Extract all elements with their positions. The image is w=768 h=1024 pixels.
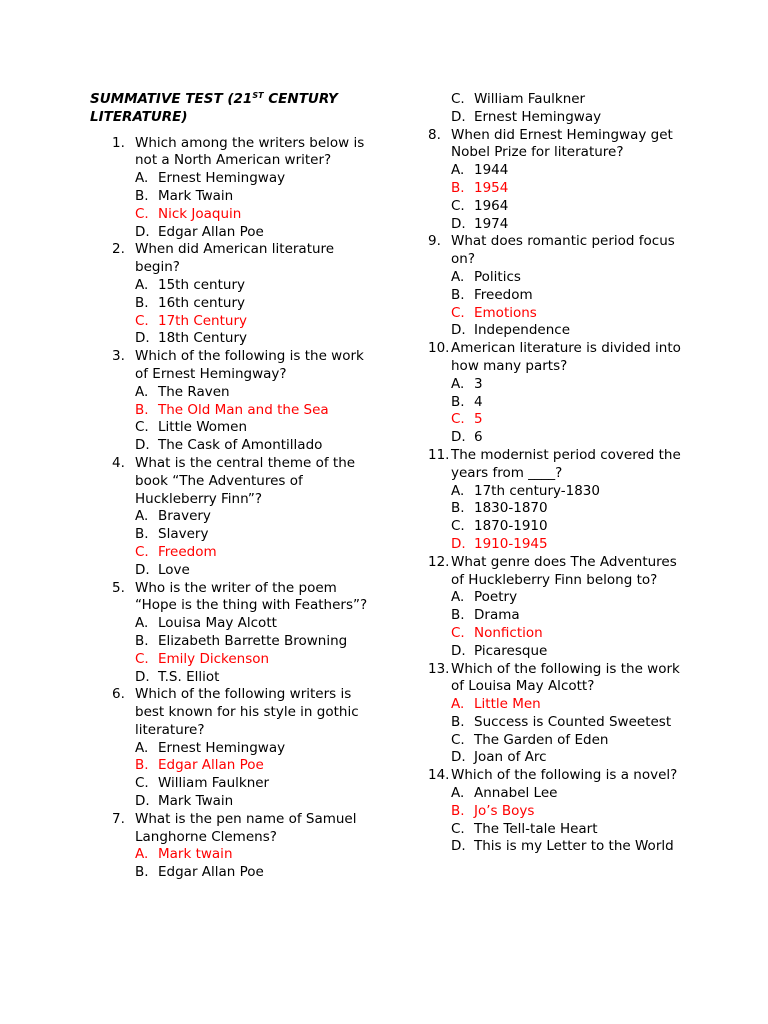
answer-option-correct: [451, 803, 686, 821]
answer-option: [135, 437, 372, 455]
option-letter: A.: [451, 162, 465, 179]
question-number: 6.: [112, 686, 125, 703]
option-letter: B.: [451, 713, 465, 730]
answer-option-correct: [135, 651, 372, 669]
answer-option: [135, 384, 372, 402]
option-text: 1954: [474, 179, 509, 196]
options-list: [90, 740, 372, 811]
option-text: Little Men: [474, 696, 541, 713]
answer-option: [451, 483, 686, 501]
option-text: 3: [474, 375, 483, 392]
answer-option: [135, 793, 372, 811]
option-letter: A.: [451, 375, 465, 392]
answer-option: [451, 589, 686, 607]
option-text: Nick Joaquin: [158, 205, 242, 222]
option-letter: C.: [451, 731, 465, 748]
question-number: 3.: [112, 348, 125, 365]
question-stem: [406, 447, 686, 483]
option-text: 16th century: [158, 294, 245, 311]
question-number: 14.: [428, 767, 450, 784]
right-column: [406, 91, 686, 856]
option-text: Freedom: [158, 543, 217, 560]
answer-option: [451, 785, 686, 803]
option-text: Edgar Allan Poe: [158, 757, 264, 774]
option-letter: C.: [135, 650, 149, 667]
question-text: When did American literature begin?: [135, 241, 335, 276]
options-list: [406, 269, 686, 340]
answer-option: [135, 775, 372, 793]
answer-option-correct: [135, 846, 372, 864]
question-number: 11.: [428, 446, 450, 463]
answer-option: [451, 749, 686, 767]
option-text: 1974: [474, 215, 509, 232]
option-letter: A.: [135, 276, 149, 293]
option-text: Edgar Allan Poe: [158, 223, 264, 240]
option-text: 1830-1870: [474, 500, 548, 517]
question-text: Which among the writers below is not a North American writer?: [135, 134, 365, 169]
option-letter: D.: [451, 429, 466, 446]
option-text: 18th Century: [158, 330, 247, 347]
option-letter: D.: [451, 642, 466, 659]
options-list: [90, 846, 372, 882]
option-letter: A.: [451, 589, 465, 606]
question-text: Which of the following writers is best known for his style in gothic literature?: [135, 686, 359, 738]
option-letter: B.: [135, 864, 149, 881]
option-letter: C.: [451, 197, 465, 214]
option-text: Emily Dickenson: [158, 650, 270, 667]
option-letter: A.: [451, 482, 465, 499]
answer-option-correct: [451, 536, 686, 554]
option-text: Edgar Allan Poe: [158, 864, 264, 881]
title-main: SUMMATIVE TEST (21: [90, 91, 253, 107]
answer-option: [135, 864, 372, 882]
option-letter: D.: [135, 437, 150, 454]
question-number: 12.: [428, 553, 450, 570]
answer-option: [451, 732, 686, 750]
answer-option: [451, 607, 686, 625]
question-item: [90, 348, 372, 455]
question-text: What is the central theme of the book “The Adventures of Huckleberry Finn”?: [135, 454, 356, 507]
option-letter: B.: [135, 757, 149, 774]
option-letter: A.: [451, 696, 465, 713]
option-text: Drama: [474, 607, 520, 624]
question-number: 4.: [112, 454, 125, 471]
option-text: Joan of Arc: [474, 749, 547, 766]
option-text: 6: [474, 429, 483, 446]
question-text: Which of the following is the work of Ernest Hemingway?: [135, 348, 364, 382]
option-letter: A.: [135, 508, 149, 525]
test-title: [90, 91, 360, 127]
answer-option-correct: [451, 411, 686, 429]
answer-option: [135, 669, 372, 687]
question-stem: [90, 241, 372, 277]
answer-option-correct: [135, 757, 372, 775]
option-text: Success is Counted Sweetest: [474, 713, 672, 730]
question-number: 2.: [112, 241, 125, 258]
option-letter: C.: [135, 205, 149, 222]
question-text: American literature is divided into how many parts?: [451, 340, 681, 374]
answer-option: [135, 508, 372, 526]
option-text: Mark Twain: [158, 187, 234, 204]
option-text: The Garden of Eden: [474, 731, 609, 748]
question-item: [406, 554, 686, 661]
options-list: [90, 277, 372, 348]
option-text: Emotions: [474, 304, 537, 321]
option-text: 1964: [474, 197, 509, 214]
question-stem: [406, 661, 686, 697]
option-text: 4: [474, 393, 483, 410]
option-letter: D.: [451, 749, 466, 766]
question-list-right: [406, 127, 686, 857]
answer-option: [451, 838, 686, 856]
option-letter: C.: [135, 312, 149, 329]
answer-option: [135, 615, 372, 633]
question-number: 8.: [428, 126, 441, 143]
option-text: Louisa May Alcott: [158, 615, 277, 632]
title-superscript: ST: [252, 91, 264, 100]
question-number: 1.: [112, 134, 125, 151]
option-letter: D.: [451, 108, 466, 125]
options-list: [406, 162, 686, 233]
options-list: [406, 696, 686, 767]
option-letter: B.: [451, 179, 465, 196]
option-letter: A.: [135, 615, 149, 632]
option-text: Ernest Hemingway: [158, 739, 286, 756]
option-text: 17th century-1830: [474, 482, 600, 499]
question-item: [90, 811, 372, 882]
question-7-continued-options: [406, 91, 686, 127]
option-letter: C.: [451, 820, 465, 837]
question-stem: [90, 455, 372, 508]
answer-option: [451, 162, 686, 180]
answer-option: [451, 714, 686, 732]
answer-option: [135, 295, 372, 313]
question-text: What does romantic period focus on?: [451, 233, 675, 268]
answer-option: [135, 526, 372, 544]
options-list: [406, 376, 686, 447]
option-text: Politics: [474, 268, 521, 285]
answer-option: [135, 419, 372, 437]
option-letter: B.: [451, 607, 465, 624]
answer-option: [451, 91, 686, 109]
option-letter: C.: [135, 775, 149, 792]
answer-option: [135, 330, 372, 348]
option-letter: D.: [451, 215, 466, 232]
options-list: [90, 384, 372, 455]
question-item: [90, 580, 372, 687]
option-letter: B.: [135, 401, 149, 418]
option-letter: C.: [135, 419, 149, 436]
option-letter: A.: [135, 846, 149, 863]
answer-option: [451, 821, 686, 839]
question-number: 9.: [428, 233, 441, 250]
question-stem: [406, 233, 686, 269]
options-list: [90, 615, 372, 686]
answer-option: [451, 376, 686, 394]
option-text: 1910-1945: [474, 535, 548, 552]
option-text: Nonfiction: [474, 624, 543, 641]
question-item: [406, 661, 686, 768]
answer-option-correct: [451, 305, 686, 323]
option-text: 1944: [474, 162, 509, 179]
answer-option: [451, 216, 686, 234]
options-list: [406, 589, 686, 660]
option-text: Independence: [474, 322, 571, 339]
option-letter: B.: [451, 286, 465, 303]
option-letter: B.: [135, 187, 149, 204]
answer-option: [135, 188, 372, 206]
option-letter: D.: [135, 561, 150, 578]
option-text: Slavery: [158, 526, 209, 543]
question-text: What genre does The Adventures of Huckleberry Finn belong to?: [451, 553, 677, 588]
question-item: [90, 241, 372, 348]
option-letter: B.: [135, 294, 149, 311]
option-letter: C.: [451, 518, 465, 535]
option-text: 1870-1910: [474, 518, 548, 535]
option-text: Poetry: [474, 589, 518, 606]
question-number: 7.: [112, 810, 125, 827]
answer-option: [135, 740, 372, 758]
answer-option: [451, 500, 686, 518]
options-list: [90, 170, 372, 241]
answer-option-correct: [135, 313, 372, 331]
option-letter: C.: [451, 624, 465, 641]
question-text: Which of the following is the work of Louisa May Alcott?: [451, 660, 680, 695]
option-letter: C.: [135, 543, 149, 560]
option-text: This is my Letter to the World: [474, 838, 674, 855]
option-text: Freedom: [474, 286, 533, 303]
question-stem: [90, 580, 372, 616]
option-text: William Faulkner: [158, 775, 270, 792]
answer-option: [451, 287, 686, 305]
question-item: [406, 127, 686, 234]
option-text: The Tell-tale Heart: [474, 820, 598, 837]
question-item: [406, 233, 686, 340]
question-stem: [406, 554, 686, 590]
question-stem: [90, 686, 372, 739]
option-letter: D.: [135, 668, 150, 685]
question-number: 13.: [428, 660, 450, 677]
option-letter: B.: [135, 632, 149, 649]
option-text: Annabel Lee: [474, 785, 558, 802]
answer-option: [451, 394, 686, 412]
option-letter: B.: [135, 526, 149, 543]
option-text: 5: [474, 411, 483, 428]
option-text: Mark Twain: [158, 793, 234, 810]
option-letter: A.: [135, 739, 149, 756]
question-stem: [406, 127, 686, 163]
question-number: 5.: [112, 579, 125, 596]
option-text: Picaresque: [474, 642, 548, 659]
question-stem: [90, 811, 372, 847]
option-letter: D.: [135, 223, 150, 240]
question-text: Who is the writer of the poem “Hope is the thing with Feathers”?: [135, 579, 368, 614]
option-text: 17th Century: [158, 312, 247, 329]
question-item: [90, 135, 372, 242]
option-text: Mark twain: [158, 846, 233, 863]
answer-option: [451, 429, 686, 447]
question-text: Which of the following is a novel?: [451, 767, 678, 784]
option-text: The Old Man and the Sea: [158, 401, 329, 418]
option-letter: A.: [451, 268, 465, 285]
option-letter: C.: [451, 304, 465, 321]
option-text: The Cask of Amontillado: [158, 437, 323, 454]
question-number: 10.: [428, 340, 450, 357]
title-rest: CENTURY LITERATURE): [90, 91, 338, 125]
option-letter: D.: [135, 330, 150, 347]
question-item: [406, 447, 686, 554]
option-text: Bravery: [158, 508, 211, 525]
option-letter: C.: [451, 91, 465, 107]
question-item: [90, 455, 372, 580]
option-text: Little Women: [158, 419, 248, 436]
answer-option: [135, 224, 372, 242]
answer-option: [135, 562, 372, 580]
option-letter: D.: [135, 793, 150, 810]
options-list: [406, 483, 686, 554]
question-item: [406, 340, 686, 447]
answer-option: [451, 518, 686, 536]
option-letter: D.: [451, 838, 466, 855]
option-text: Jo’s Boys: [474, 802, 535, 819]
question-item: [406, 767, 686, 856]
question-stem: [90, 348, 372, 384]
question-list-left: [90, 135, 372, 882]
option-text: William Faulkner: [474, 91, 586, 107]
answer-option-correct: [135, 402, 372, 420]
answer-option-correct: [135, 544, 372, 562]
question-stem: [406, 767, 686, 785]
answer-option-correct: [451, 180, 686, 198]
answer-option: [451, 643, 686, 661]
option-text: Elizabeth Barrette Browning: [158, 632, 348, 649]
left-column: [90, 91, 372, 882]
option-letter: A.: [135, 170, 149, 187]
answer-option: [451, 322, 686, 340]
option-letter: B.: [451, 500, 465, 517]
answer-option: [451, 109, 686, 127]
question-stem: [406, 340, 686, 376]
option-letter: B.: [451, 393, 465, 410]
question-text: When did Ernest Hemingway get Nobel Prize for literature?: [451, 126, 673, 161]
option-text: T.S. Elliot: [158, 668, 220, 685]
option-letter: A.: [451, 785, 465, 802]
question-stem: [90, 135, 372, 171]
option-text: Ernest Hemingway: [158, 170, 286, 187]
option-text: The Raven: [158, 383, 230, 400]
answer-option: [135, 277, 372, 295]
question-item: [90, 686, 372, 811]
option-text: Love: [158, 561, 190, 578]
answer-option-correct: [451, 696, 686, 714]
option-letter: A.: [135, 383, 149, 400]
options-list: [406, 785, 686, 856]
answer-option: [135, 170, 372, 188]
option-letter: D.: [451, 535, 466, 552]
answer-option: [451, 269, 686, 287]
option-text: Ernest Hemingway: [474, 108, 602, 125]
question-text: What is the pen name of Samuel Langhorne Clemens?: [135, 810, 357, 845]
option-text: 15th century: [158, 276, 245, 293]
answer-option-correct: [451, 625, 686, 643]
answer-option: [451, 198, 686, 216]
answer-option-correct: [135, 206, 372, 224]
question-text: The modernist period covered the years from ____?: [451, 446, 681, 481]
option-letter: B.: [451, 802, 465, 819]
answer-option: [135, 633, 372, 651]
options-list: [90, 508, 372, 579]
option-letter: C.: [451, 411, 465, 428]
option-letter: D.: [451, 322, 466, 339]
